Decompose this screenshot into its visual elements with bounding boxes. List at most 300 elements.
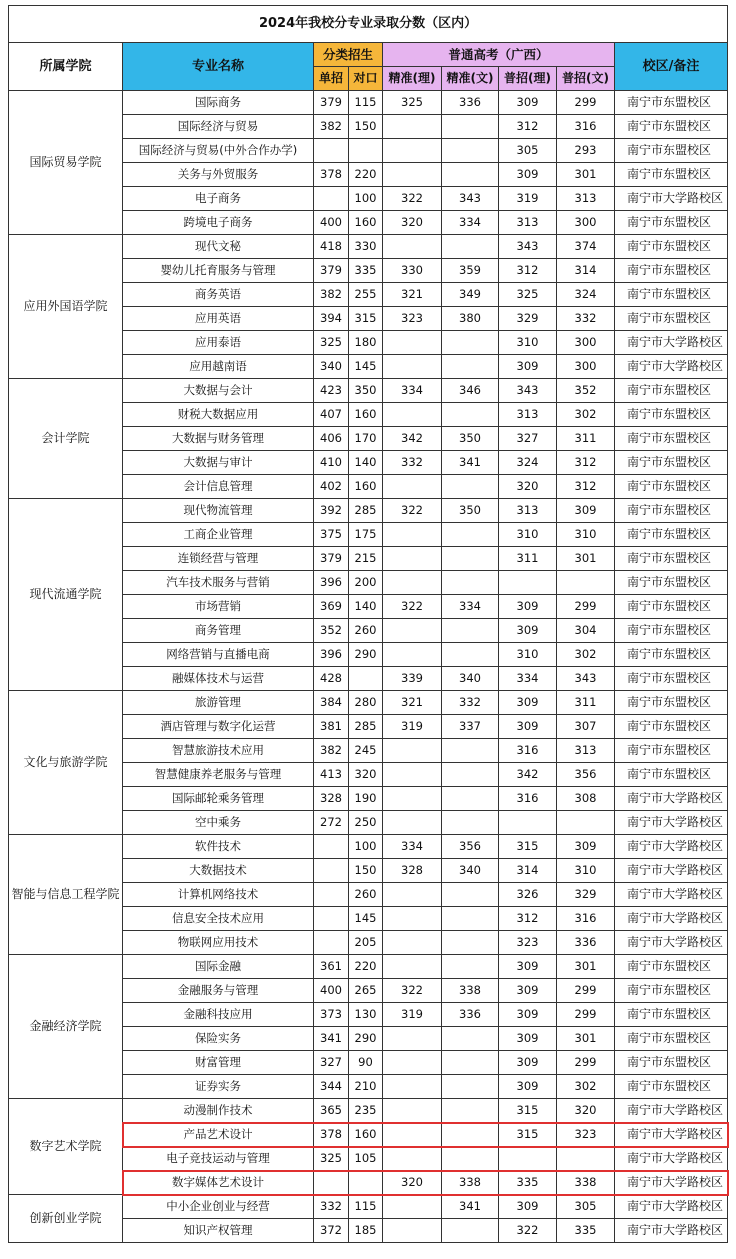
score-puzhao-wen: 308 <box>557 787 615 811</box>
score-puzhao-li: 309 <box>499 91 557 115</box>
score-duikou: 160 <box>349 475 383 499</box>
score-jingzhun-wen <box>442 163 499 187</box>
score-puzhao-li: 334 <box>499 667 557 691</box>
campus-note: 南宁市大学路校区 <box>615 1171 728 1195</box>
score-danzhao: 328 <box>314 787 349 811</box>
major-name: 婴幼儿托育服务与管理 <box>123 259 314 283</box>
major-name: 关务与外贸服务 <box>123 163 314 187</box>
major-name: 连锁经营与管理 <box>123 547 314 571</box>
score-jingzhun-li <box>383 1051 442 1075</box>
score-duikou: 115 <box>349 91 383 115</box>
score-jingzhun-wen <box>442 1027 499 1051</box>
header-category-enrollment: 分类招生 <box>314 43 383 67</box>
score-duikou: 265 <box>349 979 383 1003</box>
score-jingzhun-wen: 336 <box>442 91 499 115</box>
college-name: 金融经济学院 <box>9 955 123 1099</box>
major-name: 财税大数据应用 <box>123 403 314 427</box>
score-jingzhun-wen <box>442 787 499 811</box>
score-jingzhun-wen: 343 <box>442 187 499 211</box>
score-jingzhun-wen <box>442 1147 499 1171</box>
college-name: 会计学院 <box>9 379 123 499</box>
score-puzhao-wen: 316 <box>557 115 615 139</box>
score-puzhao-li: 325 <box>499 283 557 307</box>
score-duikou: 250 <box>349 811 383 835</box>
score-jingzhun-wen: 334 <box>442 211 499 235</box>
campus-note: 南宁市东盟校区 <box>615 283 728 307</box>
score-duikou: 170 <box>349 427 383 451</box>
score-puzhao-li: 320 <box>499 475 557 499</box>
campus-note: 南宁市大学路校区 <box>615 1147 728 1171</box>
score-jingzhun-wen: 340 <box>442 667 499 691</box>
score-puzhao-wen: 335 <box>557 1219 615 1243</box>
major-name: 金融服务与管理 <box>123 979 314 1003</box>
score-puzhao-wen: 320 <box>557 1099 615 1123</box>
score-danzhao: 396 <box>314 571 349 595</box>
score-puzhao-wen: 338 <box>557 1171 615 1195</box>
campus-note: 南宁市东盟校区 <box>615 1027 728 1051</box>
score-duikou: 100 <box>349 187 383 211</box>
campus-note: 南宁市东盟校区 <box>615 427 728 451</box>
score-puzhao-li: 314 <box>499 859 557 883</box>
score-puzhao-wen: 336 <box>557 931 615 955</box>
score-puzhao-li: 327 <box>499 427 557 451</box>
score-danzhao: 332 <box>314 1195 349 1219</box>
score-puzhao-wen: 302 <box>557 643 615 667</box>
score-danzhao: 382 <box>314 283 349 307</box>
campus-note: 南宁市东盟校区 <box>615 403 728 427</box>
score-jingzhun-wen <box>442 643 499 667</box>
score-puzhao-wen: 301 <box>557 163 615 187</box>
major-name: 应用越南语 <box>123 355 314 379</box>
score-puzhao-wen: 352 <box>557 379 615 403</box>
score-duikou: 210 <box>349 1075 383 1099</box>
score-jingzhun-wen <box>442 955 499 979</box>
score-puzhao-wen: 316 <box>557 907 615 931</box>
campus-note: 南宁市东盟校区 <box>615 451 728 475</box>
score-duikou: 245 <box>349 739 383 763</box>
campus-note: 南宁市大学路校区 <box>615 931 728 955</box>
score-danzhao: 325 <box>314 331 349 355</box>
score-puzhao-wen: 356 <box>557 763 615 787</box>
college-name: 智能与信息工程学院 <box>9 835 123 955</box>
major-name: 国际邮轮乘务管理 <box>123 787 314 811</box>
score-duikou: 285 <box>349 499 383 523</box>
score-jingzhun-li <box>383 907 442 931</box>
score-jingzhun-li <box>383 331 442 355</box>
score-jingzhun-li <box>383 403 442 427</box>
score-jingzhun-wen <box>442 1123 499 1147</box>
score-jingzhun-li <box>383 1147 442 1171</box>
campus-note: 南宁市东盟校区 <box>615 523 728 547</box>
major-name: 网络营销与直播电商 <box>123 643 314 667</box>
score-puzhao-li: 309 <box>499 355 557 379</box>
score-jingzhun-wen: 359 <box>442 259 499 283</box>
score-puzhao-li: 313 <box>499 211 557 235</box>
score-danzhao: 396 <box>314 643 349 667</box>
table-row <box>9 1099 728 1123</box>
major-name: 国际金融 <box>123 955 314 979</box>
score-duikou: 145 <box>349 355 383 379</box>
score-puzhao-wen: 299 <box>557 595 615 619</box>
major-name: 物联网应用技术 <box>123 931 314 955</box>
score-duikou: 160 <box>349 211 383 235</box>
score-duikou: 175 <box>349 523 383 547</box>
campus-note: 南宁市东盟校区 <box>615 307 728 331</box>
score-jingzhun-wen <box>442 547 499 571</box>
score-puzhao-wen: 313 <box>557 187 615 211</box>
score-puzhao-li: 309 <box>499 979 557 1003</box>
major-name: 保险实务 <box>123 1027 314 1051</box>
score-puzhao-li: 326 <box>499 883 557 907</box>
score-puzhao-li: 312 <box>499 907 557 931</box>
score-duikou <box>349 139 383 163</box>
major-name: 现代文秘 <box>123 235 314 259</box>
score-jingzhun-li: 319 <box>383 715 442 739</box>
score-duikou: 105 <box>349 1147 383 1171</box>
campus-note: 南宁市东盟校区 <box>615 595 728 619</box>
score-jingzhun-wen <box>442 739 499 763</box>
score-puzhao-li: 315 <box>499 835 557 859</box>
score-jingzhun-wen <box>442 1075 499 1099</box>
score-jingzhun-li: 319 <box>383 1003 442 1027</box>
campus-note: 南宁市大学路校区 <box>615 1123 728 1147</box>
score-puzhao-li: 309 <box>499 1195 557 1219</box>
header-gaokao-guangxi: 普通高考（广西） <box>383 43 615 67</box>
score-duikou: 100 <box>349 835 383 859</box>
table-row <box>9 499 728 523</box>
major-name: 电子商务 <box>123 187 314 211</box>
score-puzhao-li: 315 <box>499 1123 557 1147</box>
table-title: 2024年我校分专业录取分数（区内） <box>9 6 728 43</box>
table-row <box>9 379 728 403</box>
score-puzhao-wen <box>557 811 615 835</box>
score-jingzhun-wen: 346 <box>442 379 499 403</box>
score-puzhao-wen: 314 <box>557 259 615 283</box>
score-jingzhun-li <box>383 235 442 259</box>
campus-note: 南宁市大学路校区 <box>615 187 728 211</box>
score-jingzhun-wen: 341 <box>442 451 499 475</box>
score-puzhao-li: 324 <box>499 451 557 475</box>
score-puzhao-li <box>499 811 557 835</box>
score-duikou: 180 <box>349 331 383 355</box>
score-puzhao-wen: 324 <box>557 283 615 307</box>
score-puzhao-wen: 300 <box>557 355 615 379</box>
campus-note: 南宁市东盟校区 <box>615 643 728 667</box>
score-jingzhun-li <box>383 571 442 595</box>
major-name: 市场营销 <box>123 595 314 619</box>
score-duikou: 115 <box>349 1195 383 1219</box>
score-danzhao: 327 <box>314 1051 349 1075</box>
score-duikou: 280 <box>349 691 383 715</box>
subheader-puzhao-li: 普招(理) <box>499 67 557 91</box>
campus-note: 南宁市东盟校区 <box>615 139 728 163</box>
major-name: 大数据与审计 <box>123 451 314 475</box>
score-duikou: 260 <box>349 883 383 907</box>
score-danzhao: 382 <box>314 739 349 763</box>
score-puzhao-li <box>499 1147 557 1171</box>
score-jingzhun-wen: 337 <box>442 715 499 739</box>
score-jingzhun-li <box>383 763 442 787</box>
score-puzhao-wen: 301 <box>557 955 615 979</box>
campus-note: 南宁市东盟校区 <box>615 115 728 139</box>
score-duikou: 285 <box>349 715 383 739</box>
score-danzhao: 413 <box>314 763 349 787</box>
major-name: 融媒体技术与运营 <box>123 667 314 691</box>
score-puzhao-li: 343 <box>499 379 557 403</box>
score-puzhao-li: 329 <box>499 307 557 331</box>
score-jingzhun-li <box>383 955 442 979</box>
campus-note: 南宁市东盟校区 <box>615 979 728 1003</box>
score-jingzhun-wen <box>442 1051 499 1075</box>
score-jingzhun-li: 320 <box>383 1171 442 1195</box>
score-jingzhun-wen <box>442 355 499 379</box>
score-danzhao <box>314 1171 349 1195</box>
score-puzhao-li: 310 <box>499 331 557 355</box>
score-duikou: 350 <box>349 379 383 403</box>
score-jingzhun-wen <box>442 619 499 643</box>
major-name: 国际商务 <box>123 91 314 115</box>
score-puzhao-li: 309 <box>499 691 557 715</box>
score-jingzhun-wen: 350 <box>442 427 499 451</box>
score-duikou: 290 <box>349 1027 383 1051</box>
score-jingzhun-wen <box>442 139 499 163</box>
score-puzhao-li: 322 <box>499 1219 557 1243</box>
campus-note: 南宁市大学路校区 <box>615 355 728 379</box>
campus-note: 南宁市东盟校区 <box>615 763 728 787</box>
score-danzhao: 423 <box>314 379 349 403</box>
campus-note: 南宁市大学路校区 <box>615 859 728 883</box>
score-puzhao-li: 309 <box>499 163 557 187</box>
score-puzhao-li: 312 <box>499 115 557 139</box>
score-puzhao-li: 309 <box>499 955 557 979</box>
score-puzhao-wen: 304 <box>557 619 615 643</box>
score-jingzhun-wen: 380 <box>442 307 499 331</box>
score-puzhao-li: 309 <box>499 1003 557 1027</box>
college-name: 应用外国语学院 <box>9 235 123 379</box>
score-puzhao-wen: 307 <box>557 715 615 739</box>
score-jingzhun-wen <box>442 1219 499 1243</box>
major-name: 智慧旅游技术应用 <box>123 739 314 763</box>
score-danzhao: 400 <box>314 979 349 1003</box>
score-jingzhun-wen <box>442 475 499 499</box>
score-danzhao: 369 <box>314 595 349 619</box>
score-jingzhun-wen <box>442 907 499 931</box>
campus-note: 南宁市东盟校区 <box>615 955 728 979</box>
campus-note: 南宁市东盟校区 <box>615 379 728 403</box>
score-jingzhun-li: 339 <box>383 667 442 691</box>
score-duikou: 140 <box>349 595 383 619</box>
header-major: 专业名称 <box>123 43 314 91</box>
college-name: 国际贸易学院 <box>9 91 123 235</box>
score-jingzhun-wen <box>442 331 499 355</box>
score-danzhao: 382 <box>314 115 349 139</box>
score-danzhao <box>314 931 349 955</box>
score-duikou <box>349 1171 383 1195</box>
score-jingzhun-wen: 338 <box>442 979 499 1003</box>
score-danzhao <box>314 835 349 859</box>
score-jingzhun-wen <box>442 811 499 835</box>
score-jingzhun-li <box>383 355 442 379</box>
score-duikou: 140 <box>349 451 383 475</box>
score-puzhao-li <box>499 571 557 595</box>
major-name: 信息安全技术应用 <box>123 907 314 931</box>
score-puzhao-wen: 301 <box>557 1027 615 1051</box>
score-duikou: 150 <box>349 859 383 883</box>
score-jingzhun-wen <box>442 403 499 427</box>
major-name: 商务英语 <box>123 283 314 307</box>
score-puzhao-wen: 299 <box>557 1003 615 1027</box>
score-danzhao: 394 <box>314 307 349 331</box>
score-danzhao: 406 <box>314 427 349 451</box>
score-jingzhun-li <box>383 643 442 667</box>
score-duikou: 290 <box>349 643 383 667</box>
major-name: 应用英语 <box>123 307 314 331</box>
score-jingzhun-li <box>383 787 442 811</box>
score-duikou: 145 <box>349 907 383 931</box>
score-jingzhun-li <box>383 883 442 907</box>
score-jingzhun-wen: 336 <box>442 1003 499 1027</box>
campus-note: 南宁市大学路校区 <box>615 1219 728 1243</box>
score-jingzhun-wen <box>442 523 499 547</box>
major-name: 旅游管理 <box>123 691 314 715</box>
table-row <box>9 235 728 259</box>
score-duikou: 255 <box>349 283 383 307</box>
table-row <box>9 1195 728 1219</box>
major-name: 空中乘务 <box>123 811 314 835</box>
campus-note: 南宁市大学路校区 <box>615 835 728 859</box>
score-puzhao-wen: 312 <box>557 451 615 475</box>
score-puzhao-wen: 311 <box>557 427 615 451</box>
score-jingzhun-li <box>383 163 442 187</box>
score-danzhao: 352 <box>314 619 349 643</box>
score-danzhao: 428 <box>314 667 349 691</box>
table-row <box>9 835 728 859</box>
table-row <box>9 691 728 715</box>
score-jingzhun-li <box>383 619 442 643</box>
score-jingzhun-li <box>383 115 442 139</box>
score-puzhao-li: 323 <box>499 931 557 955</box>
score-danzhao <box>314 139 349 163</box>
campus-note: 南宁市东盟校区 <box>615 235 728 259</box>
campus-note: 南宁市东盟校区 <box>615 691 728 715</box>
score-puzhao-wen: 311 <box>557 691 615 715</box>
score-jingzhun-li: 323 <box>383 307 442 331</box>
score-jingzhun-li: 325 <box>383 91 442 115</box>
score-jingzhun-wen: 332 <box>442 691 499 715</box>
score-jingzhun-li: 328 <box>383 859 442 883</box>
major-name: 智慧健康养老服务与管理 <box>123 763 314 787</box>
score-puzhao-li: 309 <box>499 595 557 619</box>
campus-note: 南宁市东盟校区 <box>615 163 728 187</box>
score-puzhao-li: 309 <box>499 1075 557 1099</box>
admission-scores-sheet <box>8 5 727 1243</box>
subheader-duikou: 对口 <box>349 67 383 91</box>
score-puzhao-wen: 299 <box>557 1051 615 1075</box>
campus-note: 南宁市东盟校区 <box>615 499 728 523</box>
campus-note: 南宁市东盟校区 <box>615 619 728 643</box>
header-campus: 校区/备注 <box>615 43 728 91</box>
score-danzhao: 379 <box>314 259 349 283</box>
major-name: 产品艺术设计 <box>123 1123 314 1147</box>
campus-note: 南宁市东盟校区 <box>615 91 728 115</box>
score-puzhao-wen: 343 <box>557 667 615 691</box>
campus-note: 南宁市大学路校区 <box>615 883 728 907</box>
major-name: 酒店管理与数字化运营 <box>123 715 314 739</box>
table-row <box>9 91 728 115</box>
score-puzhao-wen: 305 <box>557 1195 615 1219</box>
score-puzhao-wen <box>557 571 615 595</box>
score-puzhao-wen: 310 <box>557 859 615 883</box>
score-jingzhun-li <box>383 931 442 955</box>
major-name: 软件技术 <box>123 835 314 859</box>
score-jingzhun-wen: 334 <box>442 595 499 619</box>
score-puzhao-li: 316 <box>499 787 557 811</box>
header-college: 所属学院 <box>9 43 123 91</box>
major-name: 会计信息管理 <box>123 475 314 499</box>
subheader-danzhao: 单招 <box>314 67 349 91</box>
score-danzhao: 365 <box>314 1099 349 1123</box>
score-jingzhun-li <box>383 475 442 499</box>
score-duikou <box>349 667 383 691</box>
score-puzhao-wen: 299 <box>557 979 615 1003</box>
score-puzhao-li: 309 <box>499 1027 557 1051</box>
score-duikou: 320 <box>349 763 383 787</box>
subheader-puzhao-wen: 普招(文) <box>557 67 615 91</box>
campus-note: 南宁市东盟校区 <box>615 1051 728 1075</box>
score-jingzhun-li <box>383 811 442 835</box>
major-name: 大数据与财务管理 <box>123 427 314 451</box>
score-puzhao-wen: 332 <box>557 307 615 331</box>
score-duikou: 220 <box>349 163 383 187</box>
score-danzhao: 384 <box>314 691 349 715</box>
score-danzhao <box>314 883 349 907</box>
score-danzhao: 340 <box>314 355 349 379</box>
score-danzhao <box>314 907 349 931</box>
score-jingzhun-wen <box>442 931 499 955</box>
score-jingzhun-li: 322 <box>383 187 442 211</box>
major-name: 中小企业创业与经营 <box>123 1195 314 1219</box>
score-puzhao-wen: 309 <box>557 835 615 859</box>
score-danzhao: 402 <box>314 475 349 499</box>
score-puzhao-wen: 299 <box>557 91 615 115</box>
score-duikou: 220 <box>349 955 383 979</box>
score-jingzhun-li: 330 <box>383 259 442 283</box>
major-name: 大数据与会计 <box>123 379 314 403</box>
major-name: 国际经济与贸易(中外合作办学) <box>123 139 314 163</box>
score-danzhao: 325 <box>314 1147 349 1171</box>
score-puzhao-wen: 374 <box>557 235 615 259</box>
score-puzhao-li: 305 <box>499 139 557 163</box>
score-jingzhun-li <box>383 1027 442 1051</box>
score-danzhao: 344 <box>314 1075 349 1099</box>
score-danzhao: 379 <box>314 91 349 115</box>
college-name: 文化与旅游学院 <box>9 691 123 835</box>
score-duikou: 90 <box>349 1051 383 1075</box>
score-duikou: 335 <box>349 259 383 283</box>
score-duikou: 185 <box>349 1219 383 1243</box>
major-name: 数字媒体艺术设计 <box>123 1171 314 1195</box>
score-duikou: 235 <box>349 1099 383 1123</box>
score-danzhao: 379 <box>314 547 349 571</box>
score-jingzhun-wen <box>442 571 499 595</box>
score-jingzhun-wen: 350 <box>442 499 499 523</box>
major-name: 应用泰语 <box>123 331 314 355</box>
score-puzhao-li: 343 <box>499 235 557 259</box>
campus-note: 南宁市东盟校区 <box>615 475 728 499</box>
score-jingzhun-wen: 340 <box>442 859 499 883</box>
score-duikou: 315 <box>349 307 383 331</box>
major-name: 大数据技术 <box>123 859 314 883</box>
